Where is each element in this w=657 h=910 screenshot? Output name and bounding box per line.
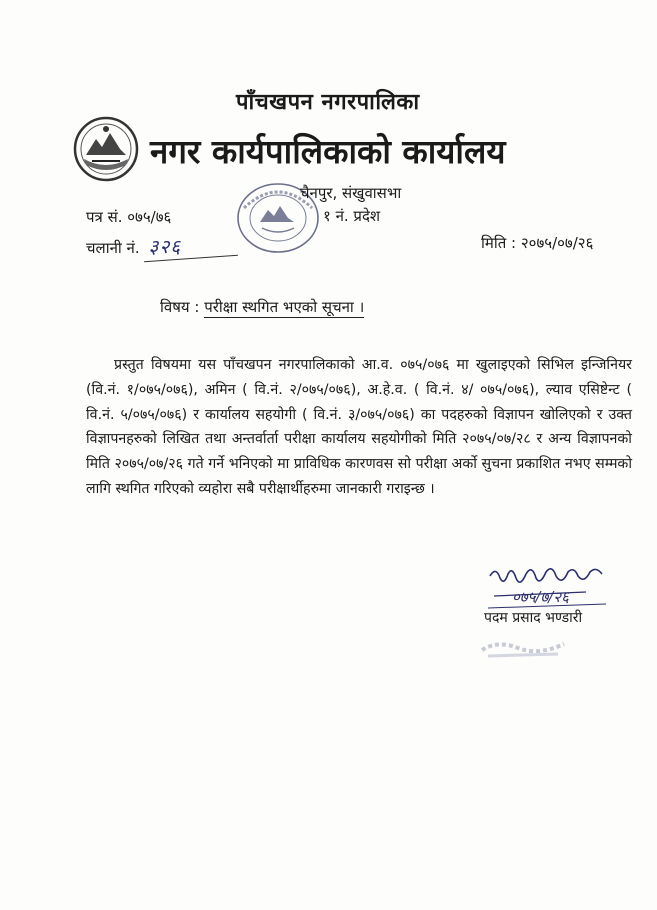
subject-label: विषय : [160,298,200,316]
notice-paragraph: प्रस्तुत विषयमा यस पाँचखपन नगरपालिकाको आ.व. ०७५/०७६ मा खुलाइएको सिभिल इन्जिनियर (वि.नं. १/०७५/०७६), अमिन ( वि.नं. २/०७५/०७६), अ.हे.व. ( वि.नं. ४/ ०७५/०७६), ल्याव एसिष्टेन्ट ( वि.नं. ५/०७५/०७६) र कार्यालय सहयोगी ( वि.नं. ३/०७५/०७६) का पदहरुको विज्ञापन खोलिएको र उक्त विज्ञापनहरुको लिखित तथा अन्तर्वार्ता परीक्षा कार्यालय सहयोगीको मिति २०७५/०७/२८ र अन्य विज्ञापनको मिति २०७५/०७/२६ गते गर्ने भनिएको मा प्राविधिक कारणवस सो परीक्षा अर्को सुचना प्रकाशित नभए सम्मको लागि स्थगित गरिएको व्यहोरा सबै परीक्षार्थीहरुमा जानकारी गराइन्छ । [86,357,632,497]
office-address: चैनपुर, संखुवासभा [300,184,402,202]
municipality-name: पाँचखपन नगरपालिका [236,90,420,115]
signature-date: ०७५/७/२६ [512,588,569,606]
dispatch-number [86,233,181,259]
nepal-emblem-logo [72,115,140,183]
dispatch-value: ३२६ [148,236,182,258]
dispatch-label: चलानी नं. [86,239,140,257]
office-name: नगर कार्यपालिकाको कार्यालय [150,132,506,171]
signer-name: पदम प्रसाद भण्डारी [484,610,583,626]
province-name: १ नं. प्रदेश [323,207,381,225]
notice-body [86,353,632,502]
subject-text: परीक्षा स्थगित भएको सूचना । [204,298,365,316]
subject-line [160,297,364,317]
handwritten-signature [486,562,616,612]
faint-stamp [478,632,570,662]
letter-number: पत्र सं. ०७५/७६ [86,208,172,226]
letter-date: मिति : २०७५/०७/२६ [481,234,594,252]
